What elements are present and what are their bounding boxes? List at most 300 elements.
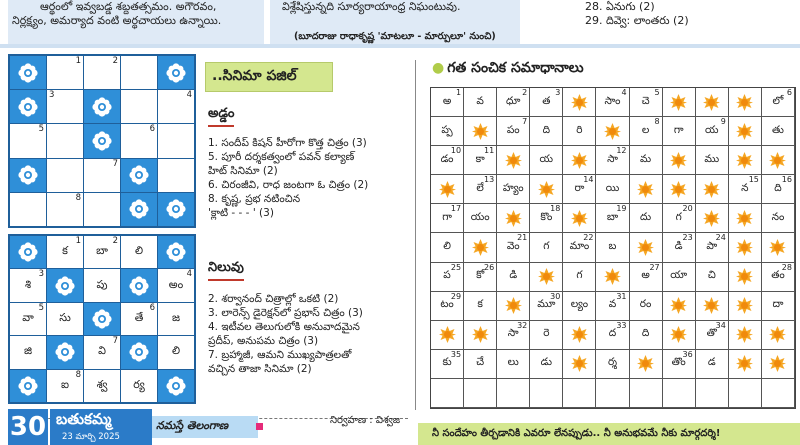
cell-letter: అం bbox=[168, 277, 184, 291]
sun-icon bbox=[729, 292, 762, 321]
solution-cell bbox=[530, 379, 563, 408]
sun-icon bbox=[696, 175, 729, 204]
solution-number: 24 bbox=[715, 233, 726, 243]
solution-number: 19 bbox=[616, 204, 627, 214]
solution-number: 20 bbox=[682, 204, 693, 214]
solution-cell bbox=[431, 117, 464, 146]
sun-icon bbox=[696, 88, 729, 117]
solution-letter: అ bbox=[641, 269, 650, 282]
solution-cell bbox=[696, 321, 729, 350]
solution-cell bbox=[497, 263, 530, 292]
flower-icon bbox=[10, 236, 46, 268]
solution-cell bbox=[497, 350, 530, 379]
solution-letter: త bbox=[542, 94, 551, 107]
flower-icon bbox=[84, 90, 120, 123]
solution-cell bbox=[431, 379, 464, 408]
solution-cell bbox=[729, 175, 762, 204]
sun-icon bbox=[630, 350, 663, 379]
solution-cell bbox=[530, 350, 563, 379]
solution-letter: తొం bbox=[671, 356, 686, 369]
sun-icon bbox=[762, 321, 795, 350]
sun-icon bbox=[596, 117, 629, 146]
cell-letter: క bbox=[62, 244, 68, 258]
solution-number: 28 bbox=[781, 262, 792, 272]
pink-marker bbox=[256, 423, 263, 430]
solution-letter: గా bbox=[673, 123, 684, 136]
solution-letter: ప్ప bbox=[441, 123, 453, 136]
sun-icon bbox=[563, 88, 596, 117]
sun-icon bbox=[663, 88, 696, 117]
cell-letter: వి bbox=[98, 344, 106, 358]
solution-cell bbox=[663, 379, 696, 408]
issue-date: 23 మార్చి 2025 bbox=[62, 432, 120, 442]
solution-cell bbox=[596, 350, 629, 379]
clue-item: 1. సందీప్ కిషన్ హీరోగా కొత్త చిత్రం (3) bbox=[208, 137, 367, 149]
solution-number: 8 bbox=[654, 117, 660, 127]
cell-letter: బా bbox=[96, 244, 108, 258]
solution-cell bbox=[530, 233, 563, 262]
solution-letter: ల bbox=[641, 123, 650, 136]
solution-letter: వ bbox=[608, 298, 617, 311]
top-left-line-2: నిర్లక్ష్యం, అమర్యాద వంటి అర్థచాయలు ఉన్నాయి. bbox=[12, 14, 222, 27]
solution-number: 21 bbox=[517, 233, 528, 243]
solution-cell bbox=[464, 175, 497, 204]
solution-cell bbox=[497, 117, 530, 146]
solution-letter: తం bbox=[771, 269, 785, 282]
grid-cell[interactable] bbox=[84, 370, 120, 402]
across-heading: అడ్డం bbox=[208, 106, 234, 127]
cell-letter: లి bbox=[134, 244, 144, 258]
solution-cell bbox=[663, 233, 696, 262]
clue-number: 1 bbox=[75, 56, 81, 66]
solution-letter: కో bbox=[476, 269, 485, 282]
solution-number: 32 bbox=[517, 320, 528, 330]
sun-icon bbox=[762, 146, 795, 175]
sun-icon bbox=[497, 204, 530, 233]
flower-icon bbox=[158, 370, 194, 402]
solution-letter: గ bbox=[675, 210, 682, 223]
grid-cell[interactable] bbox=[158, 90, 194, 123]
solution-number: 18 bbox=[550, 204, 561, 214]
sun-icon bbox=[729, 233, 762, 262]
flower-icon bbox=[10, 90, 46, 123]
solution-letter: సాం bbox=[604, 94, 621, 107]
solution-letter: డు bbox=[540, 356, 553, 369]
solution-letter: వ bbox=[476, 94, 484, 107]
solution-letter: డి bbox=[509, 269, 518, 282]
sun-icon bbox=[663, 146, 696, 175]
solution-letter: న bbox=[741, 181, 749, 194]
grid-cell[interactable] bbox=[47, 370, 83, 402]
puzzle-grid-answers bbox=[8, 234, 196, 404]
solution-letter: చే bbox=[476, 356, 485, 369]
grid-cell[interactable] bbox=[158, 159, 194, 192]
solution-number: 22 bbox=[583, 233, 594, 243]
grid-cell[interactable] bbox=[84, 56, 120, 89]
clue-item: 4. ఇటీవల తెలుగులోకి అనువాదమైన bbox=[208, 321, 360, 333]
grid-cell[interactable] bbox=[84, 336, 120, 368]
solution-letter: ద bbox=[608, 327, 617, 340]
flower-icon bbox=[10, 370, 46, 402]
solution-letter: గ bbox=[576, 269, 583, 282]
grid-cell[interactable] bbox=[47, 124, 83, 157]
sun-icon bbox=[530, 175, 563, 204]
grid-cell[interactable] bbox=[84, 236, 120, 268]
flower-icon bbox=[121, 193, 157, 226]
sun-icon bbox=[630, 175, 663, 204]
grid-cell[interactable] bbox=[121, 303, 157, 335]
grid-cell[interactable] bbox=[121, 124, 157, 157]
solution-letter: టం bbox=[440, 298, 454, 311]
top-divider-bar bbox=[0, 44, 800, 48]
solution-number: 25 bbox=[450, 262, 462, 272]
sun-icon bbox=[729, 88, 762, 117]
solution-number: 5 bbox=[654, 88, 660, 97]
solution-cell bbox=[497, 233, 530, 262]
sun-icon bbox=[729, 204, 762, 233]
sun-icon bbox=[596, 263, 629, 292]
down-heading: నిలువు bbox=[208, 260, 244, 281]
solution-letter: లే bbox=[476, 181, 484, 194]
solution-letter: చె bbox=[641, 94, 650, 107]
solution-cell bbox=[431, 88, 464, 117]
grid-cell[interactable] bbox=[121, 236, 157, 268]
solution-cell bbox=[431, 350, 464, 379]
solution-letter: యి bbox=[605, 181, 620, 194]
clue-number: 1 bbox=[75, 236, 81, 246]
solution-cell bbox=[596, 233, 629, 262]
flower-icon bbox=[158, 236, 194, 268]
solution-letter: హ్యం bbox=[502, 181, 524, 194]
grid-cell[interactable] bbox=[47, 159, 83, 192]
grid-cell[interactable] bbox=[158, 303, 194, 335]
solution-cell bbox=[497, 88, 530, 117]
magazine-name: బతుకమ్మ bbox=[56, 410, 112, 428]
solution-cell bbox=[663, 117, 696, 146]
clue-item: 'క్లాటి - - - ' (3) bbox=[208, 207, 274, 219]
top-right-line-1: 28. ఏనుగు (2) bbox=[585, 0, 655, 13]
sun-icon bbox=[762, 350, 795, 379]
solution-cell bbox=[431, 292, 464, 321]
solution-letter: ది bbox=[542, 123, 551, 136]
clue-item: ప్రదీప్, అనుపమ చిత్రం (3) bbox=[208, 335, 319, 347]
solution-cell bbox=[630, 146, 663, 175]
cell-letter: శ్వ bbox=[96, 377, 108, 391]
solution-letter: రా bbox=[574, 181, 585, 194]
solution-cell bbox=[563, 292, 596, 321]
grid-cell[interactable] bbox=[47, 56, 83, 89]
grid-cell[interactable] bbox=[84, 269, 120, 301]
solution-letter: లో bbox=[772, 94, 784, 107]
grid-cell[interactable] bbox=[10, 336, 46, 368]
clue-number: 5 bbox=[38, 302, 44, 313]
sun-icon bbox=[729, 117, 762, 146]
solution-cell bbox=[762, 175, 795, 204]
grid-cell[interactable] bbox=[47, 236, 83, 268]
puzzle-grid-empty bbox=[8, 54, 196, 228]
solution-letter: ధూ bbox=[506, 94, 521, 107]
clue-item: 5. పూరీ దర్శకత్వంలో పవన్ కల్యాణ్ bbox=[208, 151, 355, 163]
solution-cell bbox=[696, 350, 729, 379]
solution-number: 33 bbox=[616, 320, 627, 330]
solution-cell bbox=[563, 175, 596, 204]
flower-icon bbox=[84, 124, 120, 157]
solution-letter: వెం bbox=[506, 239, 520, 252]
solution-cell bbox=[596, 321, 629, 350]
grid-cell[interactable] bbox=[121, 56, 157, 89]
solution-cell bbox=[464, 263, 497, 292]
solution-letter: డ bbox=[707, 356, 716, 369]
solution-letter: అ bbox=[442, 94, 452, 107]
solution-letter: కు bbox=[442, 356, 452, 369]
solution-number: 9 bbox=[720, 117, 726, 127]
flower-icon bbox=[47, 336, 83, 368]
solution-number: 34 bbox=[715, 320, 726, 330]
grid-cell[interactable] bbox=[47, 303, 83, 335]
solution-number: 29 bbox=[450, 291, 462, 301]
solution-number: 13 bbox=[483, 175, 495, 185]
top-right-line-2: 29. దివ్వె: లాంతరు (2) bbox=[585, 14, 689, 27]
solution-cell bbox=[663, 204, 696, 233]
cell-letter: లి bbox=[171, 344, 181, 358]
flower-icon bbox=[10, 56, 46, 89]
sun-icon bbox=[663, 292, 696, 321]
solution-cell bbox=[663, 263, 696, 292]
sun-icon bbox=[497, 146, 530, 175]
cell-letter: ర్య bbox=[133, 377, 145, 391]
grid-cell[interactable] bbox=[84, 159, 120, 192]
solution-letter: తు bbox=[772, 123, 784, 136]
solution-letter: డి bbox=[674, 239, 683, 252]
solution-letter: చి bbox=[707, 269, 716, 282]
clue-number: 2 bbox=[112, 236, 118, 246]
solution-cell bbox=[431, 146, 464, 175]
solution-letter: ర్శ bbox=[607, 356, 617, 369]
solution-number: 4 bbox=[621, 88, 627, 97]
sun-icon bbox=[696, 204, 729, 233]
solution-number: 12 bbox=[616, 146, 627, 156]
cell-letter: వా bbox=[22, 310, 34, 324]
solution-number: 11 bbox=[483, 146, 495, 156]
flower-icon bbox=[121, 269, 157, 301]
cell-letter: ఐ bbox=[61, 377, 69, 391]
solution-grid bbox=[430, 87, 796, 409]
solution-letter: మూ bbox=[537, 298, 556, 311]
flower-icon bbox=[47, 269, 83, 301]
solution-title: ● గత సంచిక సమాధానాలు bbox=[432, 60, 584, 76]
solution-letter: లు bbox=[507, 356, 519, 369]
grid-cell[interactable] bbox=[121, 370, 157, 402]
solution-cell bbox=[663, 350, 696, 379]
solution-cell bbox=[630, 117, 663, 146]
sun-icon bbox=[729, 350, 762, 379]
solution-cell bbox=[464, 379, 497, 408]
top-mid-line-1: విశ్లేషిస్తున్నది సూర్యరాయాంధ్ర నిఘంటువు. bbox=[282, 0, 461, 13]
solution-cell bbox=[497, 379, 530, 408]
solution-letter: డం bbox=[440, 152, 454, 165]
solution-letter: కొం bbox=[540, 210, 553, 223]
solution-letter: పా bbox=[706, 239, 718, 252]
solution-letter: యం bbox=[470, 210, 490, 223]
solution-letter: ది bbox=[641, 327, 650, 340]
solution-letter: ము bbox=[704, 152, 720, 165]
solution-letter: ప bbox=[443, 269, 451, 282]
clue-number: 4 bbox=[186, 90, 192, 101]
solution-letter: ది bbox=[774, 181, 782, 194]
solution-letter: బా bbox=[606, 210, 619, 223]
solution-cell bbox=[696, 263, 729, 292]
solution-cell bbox=[696, 146, 729, 175]
grid-cell[interactable] bbox=[47, 193, 83, 226]
top-band bbox=[0, 0, 800, 44]
solution-cell bbox=[762, 263, 795, 292]
solution-letter: రె bbox=[543, 327, 550, 340]
clue-number: 3 bbox=[49, 90, 55, 101]
clue-item: 8. కృష్ణ, ప్రభ నటించిన bbox=[208, 193, 301, 205]
clue-number: 8 bbox=[75, 192, 81, 203]
solution-letter: య bbox=[539, 152, 554, 165]
grid-cell[interactable] bbox=[84, 193, 120, 226]
sun-icon bbox=[663, 321, 696, 350]
clue-number: 3 bbox=[38, 269, 44, 280]
solution-number: 3 bbox=[555, 88, 561, 97]
solution-number: 26 bbox=[483, 262, 495, 272]
solution-cell bbox=[497, 321, 530, 350]
sun-icon bbox=[563, 204, 596, 233]
footer-quote: నీ సందేహం తీర్చడానికి ఎవరూ లేనప్పుడు.. నీ అనుభవమే నీకు మార్గదర్శి! bbox=[418, 423, 800, 445]
solution-cell bbox=[530, 292, 563, 321]
across-clues bbox=[208, 136, 408, 220]
solution-cell bbox=[530, 321, 563, 350]
solution-letter: నం bbox=[771, 210, 785, 223]
grid-cell[interactable] bbox=[158, 336, 194, 368]
sun-icon bbox=[563, 146, 596, 175]
solution-number: 7 bbox=[522, 117, 528, 127]
grid-cell[interactable] bbox=[158, 124, 194, 157]
solution-letter: పం bbox=[506, 123, 520, 136]
solution-letter: రి bbox=[576, 123, 583, 136]
solution-letter: తొ bbox=[706, 327, 717, 340]
solution-cell bbox=[530, 88, 563, 117]
solution-cell bbox=[596, 292, 629, 321]
grid-cell[interactable] bbox=[10, 303, 46, 335]
clue-item: 6. చిరంజీవి, రాధ జంటగా ఓ చిత్రం (2) bbox=[208, 179, 369, 191]
solution-cell bbox=[596, 146, 629, 175]
solution-number: 15 bbox=[748, 175, 759, 185]
flower-icon bbox=[84, 303, 120, 335]
solution-cell bbox=[563, 233, 596, 262]
cell-letter: సు bbox=[59, 310, 71, 324]
clue-item: 3. లారెన్స్ డైరెక్షన్‌లో ప్రభాస్ చిత్రం (3) bbox=[208, 307, 363, 319]
solution-cell bbox=[530, 117, 563, 146]
down-clues bbox=[208, 292, 408, 376]
solution-letter: గా bbox=[442, 210, 452, 223]
flower-icon bbox=[10, 159, 46, 192]
solution-number: 6 bbox=[786, 88, 792, 97]
column-divider bbox=[415, 60, 416, 410]
solution-cell bbox=[696, 117, 729, 146]
clue-number: 8 bbox=[75, 369, 81, 380]
flower-icon bbox=[158, 193, 194, 226]
solution-cell bbox=[464, 350, 497, 379]
grid-cell[interactable] bbox=[10, 124, 46, 157]
cell-letter: జి bbox=[23, 344, 33, 358]
solution-number: 23 bbox=[682, 233, 693, 243]
solution-cell bbox=[630, 88, 663, 117]
solution-cell bbox=[563, 117, 596, 146]
solution-cell bbox=[596, 88, 629, 117]
cell-letter: పు bbox=[96, 277, 108, 291]
solution-cell bbox=[497, 175, 530, 204]
sun-icon bbox=[431, 175, 464, 204]
sun-icon bbox=[497, 292, 530, 321]
solution-letter: బ bbox=[608, 239, 617, 252]
sun-icon bbox=[563, 350, 596, 379]
solution-cell bbox=[596, 379, 629, 408]
solution-letter: ల్యం bbox=[570, 298, 589, 311]
cell-letter: జ bbox=[171, 310, 181, 324]
solution-number: 14 bbox=[583, 175, 594, 185]
solution-number: 17 bbox=[450, 204, 462, 214]
solution-cell bbox=[563, 379, 596, 408]
solution-number: 36 bbox=[682, 349, 693, 359]
sun-icon bbox=[464, 117, 497, 146]
clue-number: 6 bbox=[149, 124, 155, 135]
solution-cell bbox=[464, 204, 497, 233]
puzzle-title: ..సినిమా పజిల్ bbox=[205, 62, 333, 92]
sun-icon bbox=[729, 146, 762, 175]
grid-cell[interactable] bbox=[47, 90, 83, 123]
clue-number: 5 bbox=[38, 124, 44, 135]
solution-letter: మాం bbox=[569, 239, 590, 252]
solution-cell bbox=[630, 263, 663, 292]
grid-cell[interactable] bbox=[10, 269, 46, 301]
sun-icon bbox=[464, 233, 497, 262]
solution-letter: కా bbox=[475, 152, 485, 165]
page-number: 30 bbox=[8, 409, 48, 445]
grid-cell[interactable] bbox=[158, 269, 194, 301]
solution-cell bbox=[563, 263, 596, 292]
solution-cell bbox=[762, 204, 795, 233]
solution-cell bbox=[762, 292, 795, 321]
solution-title-text: గత సంచిక సమాధానాలు bbox=[447, 60, 584, 76]
top-left-line-1: ఆర్థంలో ఇవ్వబడ్డ శబ్దతత్సమం. అగౌరవం, bbox=[40, 0, 217, 13]
solution-cell bbox=[630, 379, 663, 408]
solution-number: 2 bbox=[522, 88, 528, 97]
solution-letter: దా bbox=[772, 298, 784, 311]
grid-cell[interactable] bbox=[121, 90, 157, 123]
solution-cell bbox=[729, 379, 762, 408]
grid-cell[interactable] bbox=[10, 193, 46, 226]
solution-cell bbox=[530, 146, 563, 175]
clue-number: 4 bbox=[186, 269, 192, 280]
sun-icon bbox=[729, 321, 762, 350]
cell-letter: తే bbox=[134, 310, 144, 324]
flower-icon bbox=[121, 336, 157, 368]
solution-letter: సా bbox=[607, 152, 618, 165]
solution-letter: రం bbox=[639, 298, 652, 311]
solution-letter: మ bbox=[640, 152, 652, 165]
solution-cell bbox=[630, 292, 663, 321]
solution-number: 16 bbox=[781, 175, 792, 185]
solution-letter: దు bbox=[640, 210, 652, 223]
sun-icon bbox=[464, 321, 497, 350]
clue-number: 7 bbox=[112, 336, 118, 347]
sun-icon bbox=[431, 321, 464, 350]
solution-number: 30 bbox=[550, 291, 561, 301]
sun-icon bbox=[530, 263, 563, 292]
sun-icon bbox=[762, 233, 795, 262]
